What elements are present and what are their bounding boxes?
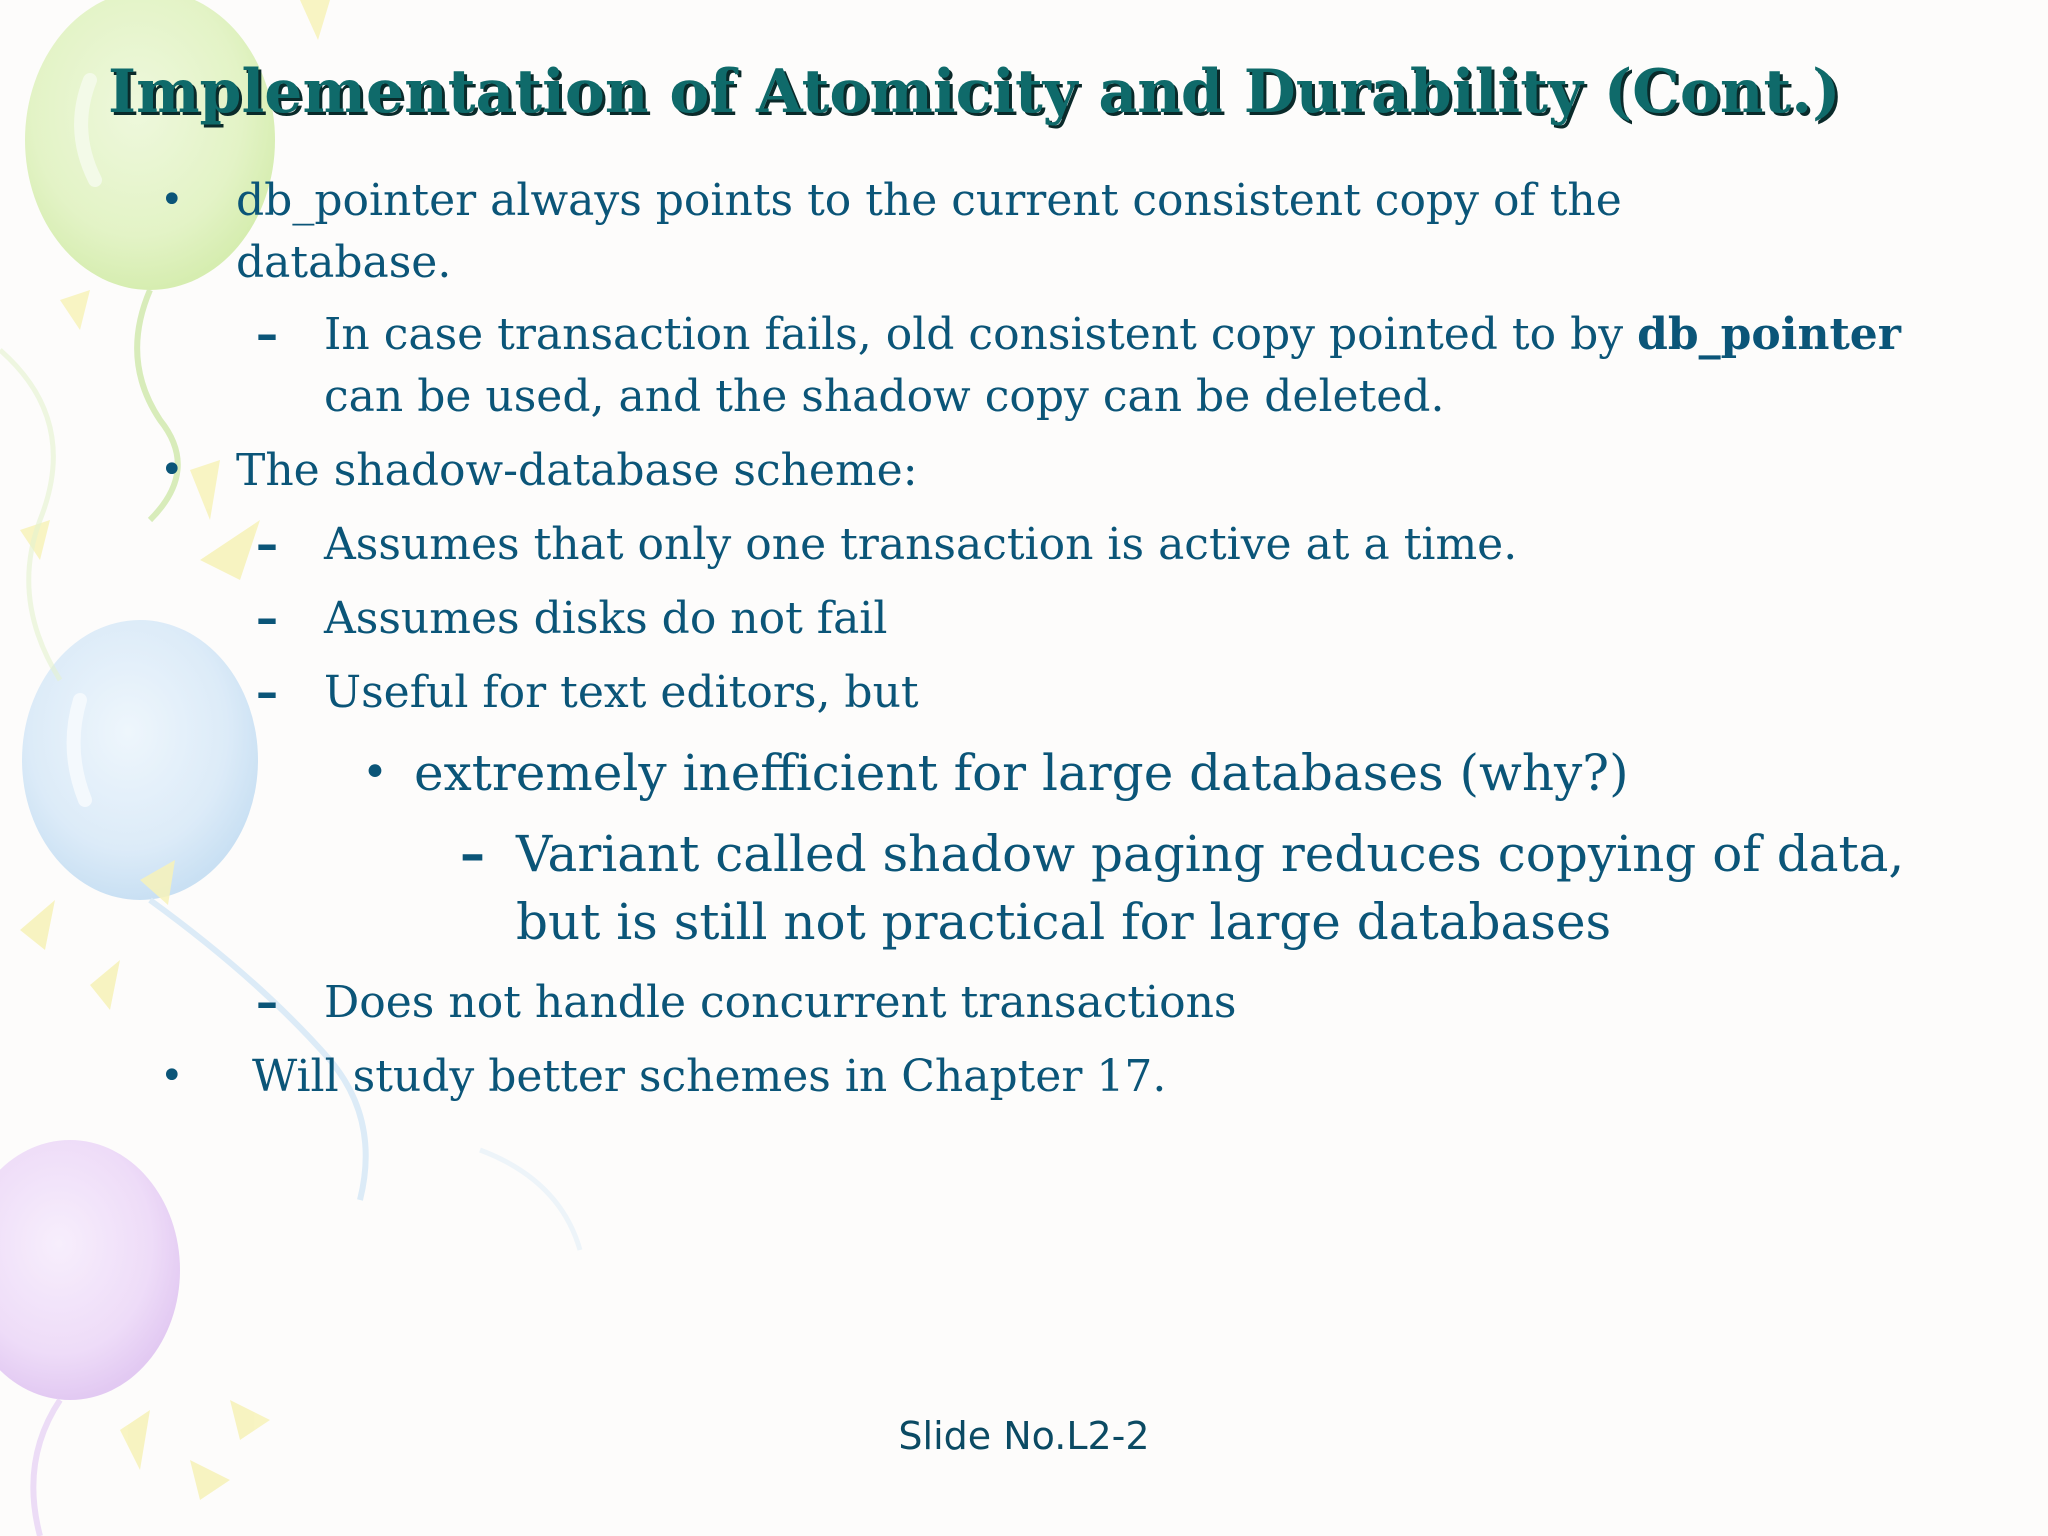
bullet-text: db_pointer always points to the current consistent copy of the database. <box>236 175 1622 288</box>
dash-icon: – <box>256 977 278 1028</box>
sub-bullet-item <box>256 304 1906 428</box>
level4-bullet-text: Variant called shadow paging reduces copying of data, but is still not practical for large databases <box>516 825 1905 951</box>
bullet-text: The shadow-database scheme: <box>236 445 918 496</box>
bullet-dot-icon: • <box>160 1053 184 1099</box>
bullet-item <box>160 170 1860 294</box>
dash-icon: – <box>256 593 278 644</box>
dash-icon: – <box>460 825 485 883</box>
purple-balloon-icon <box>0 1140 180 1536</box>
sub-bullet-text <box>324 304 1914 428</box>
sub-bullet-text-before: In case transaction fails, old consistent copy pointed to by <box>324 309 1624 360</box>
sub-bullet-item <box>256 588 1906 650</box>
dash-icon: – <box>256 309 278 360</box>
sub-bullet-text: Does not handle concurrent transactions <box>324 977 1237 1028</box>
bullet-dot-icon: • <box>160 447 184 493</box>
bullet-item <box>160 1046 1860 1108</box>
sub-bullet-text-after: can be used, and the shadow copy can be deleted. <box>324 371 1445 422</box>
bullet-text: Will study better schemes in Chapter 17. <box>252 1051 1167 1102</box>
bullet-dot-icon: • <box>160 177 184 223</box>
dash-icon: – <box>256 519 278 570</box>
level3-bullet-text: extremely inefficient for large databases (why?) <box>414 744 1629 802</box>
sub-bullet-item <box>256 514 1906 576</box>
sub-bullet-text: Assumes disks do not fail <box>324 593 888 644</box>
slide-number: Slide No.L2-2 <box>898 1414 1150 1458</box>
dash-icon: – <box>256 667 278 718</box>
bullet-dot-icon: • <box>362 747 388 798</box>
slide-title: Implementation of Atomicity and Durability (Cont.) <box>108 57 1841 127</box>
sub-bullet-text: Assumes that only one transaction is active at a time. <box>324 519 1518 570</box>
sub-bullet-item <box>256 972 1906 1034</box>
level4-bullet-item <box>460 820 1960 956</box>
db-pointer-bold: db_pointer <box>1637 309 1901 360</box>
level3-bullet-item <box>362 738 1922 808</box>
sub-bullet-item <box>256 662 1906 724</box>
bullet-item <box>160 440 1860 502</box>
sub-bullet-text: Useful for text editors, but <box>324 667 919 718</box>
